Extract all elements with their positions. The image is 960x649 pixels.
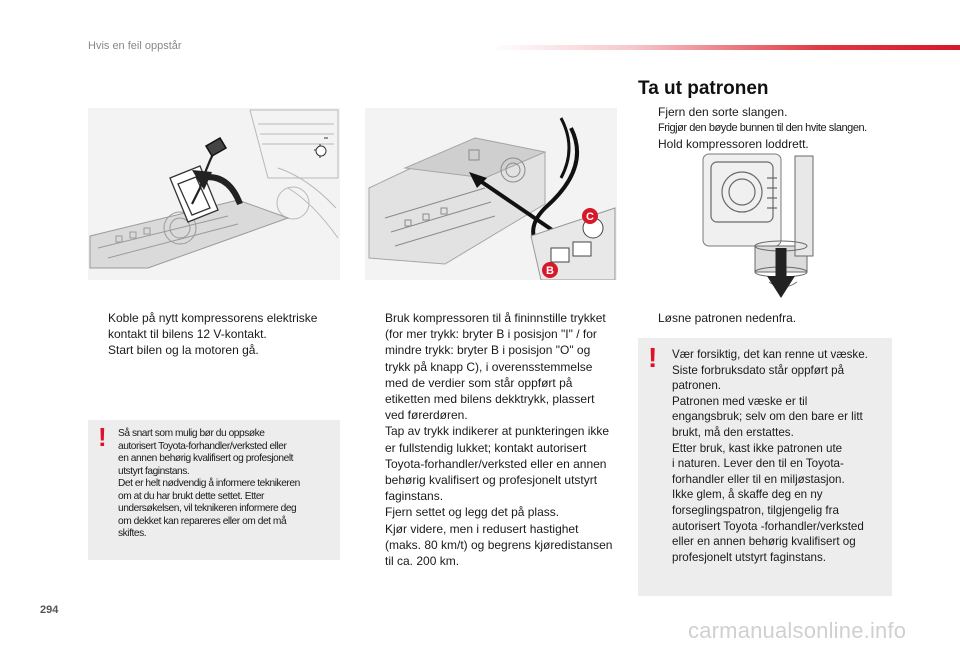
bullet-glyph (365, 310, 385, 326)
right-warning-text: Vær forsiktig, det kan renne ut væske. Siste forbruksdato står oppført på patronen. Patronen med væske er til engangsbruk; selv om den bare er litt brukt, må den erstattes. Etter bruk, kast ikke patronen ute i naturen. Lever den til en Toyota- forhandler eller til en miljøstasjon. Ikke glem, å skaffe deg en ny forseglingspatron, tilgjengelig fra autorisert Toyota -forhandler/verksted eller en annen behørig kvalifisert og profesjonelt utstyrt faginstans. (672, 348, 868, 564)
compressor-plug-illustration (88, 108, 340, 280)
bullet-glyph (638, 120, 658, 136)
section-title: Ta ut patronen (638, 78, 769, 99)
warning-icon: ! (98, 422, 107, 452)
watermark: carmanualsonline.info (688, 618, 907, 643)
list-item: Løsne patronen nedenfra. (638, 310, 898, 326)
list-item: Kjør videre, men i redusert hastighet (365, 521, 625, 537)
list-item: Hold kompressoren loddrett. (638, 136, 938, 152)
left-warning-text: Så snart som mulig bør du oppsøke autorisert Toyota-forhandler/verksted eller en annen behørig kvalifisert og profesjonelt utstyrt faginstans. Det er helt nødvendig å informere teknikeren om at du har brukt dette settet. Etter undersøkelsen, vil teknikeren informere deg om dekket kan repareres eller om det må skiftes. (118, 428, 300, 539)
right-instructions-bottom (638, 310, 898, 326)
bullet-glyph (638, 136, 658, 152)
bullet-glyph (638, 310, 658, 326)
list-item: Start bilen og la motoren gå. (88, 342, 338, 358)
page-number: 294 (40, 604, 59, 616)
bullet-glyph (88, 310, 108, 326)
header-accent-bar (490, 45, 960, 50)
left-instructions: Koble på nytt kompressorens elektriske kontakt til bilens 12 V-kontakt. Start bilen og la motoren gå. (88, 310, 338, 359)
bullet-glyph (88, 342, 108, 358)
cartridge-removal-illustration (697, 152, 817, 300)
list-item: Fjern settet og legg det på plass. (365, 504, 625, 520)
label-b: B (546, 265, 554, 277)
warning-icon: ! (648, 342, 658, 373)
bullet-glyph (638, 104, 658, 120)
page-header-title: Hvis en feil oppstår (88, 40, 182, 52)
right-warning-box (638, 338, 892, 596)
right-instructions-top (638, 104, 938, 153)
list-item: Bruk kompressoren til å fininnstille trykket (365, 310, 625, 326)
list-item: Koble på nytt kompressorens elektriske (88, 310, 338, 326)
compressor-pressure-illustration (365, 108, 617, 280)
bullet-glyph (365, 521, 385, 537)
middle-instructions: Bruk kompressoren til å fininnstille trykket (for mer trykk: bryter B i posisjon "I" / for mindre trykk: bryter B i posisjon "O" og trykk på knapp C), i overensstemmelse med de verdier som står oppført på etiketten med bilens dekktrykk, plassert ved førerdøren. Tap av trykk indikerer at punkteringen ikke er fullstendig lukket; kontakt autorisert Toyota-forhandler/verksted eller en annen behørig kvalifisert og profesjonelt utstyrt faginstans. Fjern settet og legg det på plass. Kjør videre, men i redusert hastighet (maks. 80 km/t) og begrens kjøredistansen til ca. 200 km. (365, 310, 625, 569)
bullet-glyph (365, 504, 385, 520)
list-item: Frigjør den bøyde bunnen til den hvite slangen. (638, 120, 938, 136)
left-warning-box (88, 420, 340, 560)
list-item: Fjern den sorte slangen. (638, 104, 938, 120)
label-c: C (586, 211, 594, 223)
